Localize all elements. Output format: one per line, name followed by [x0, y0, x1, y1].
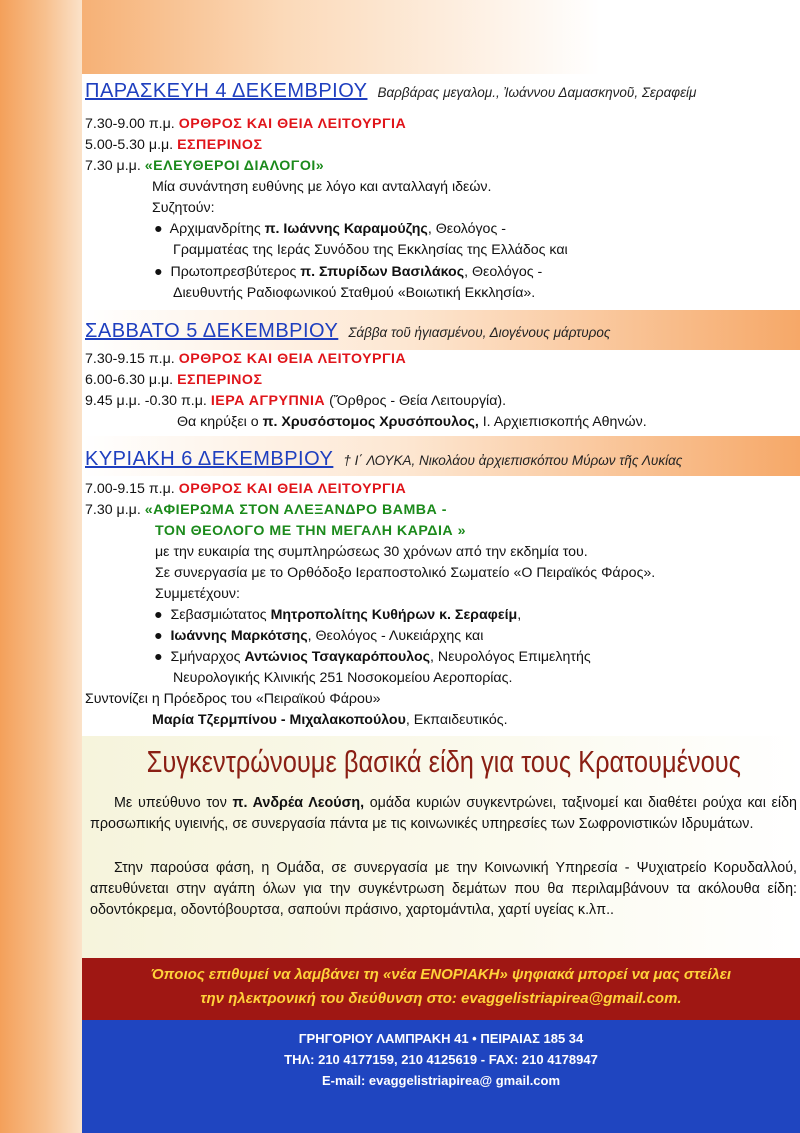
sunday-saints: † Ι΄ ΛΟΥΚΑ, Νικολάου ἀρχιεπισκόπου Μύρων τῆς Λυκίας: [343, 453, 683, 468]
time: 7.00-9.15 π.μ.: [85, 481, 175, 497]
speaker-role: , Θεολόγος -: [427, 221, 506, 237]
contact-phones: ΤΗΛ: 210 4177159, 210 4125619 - FAX: 210 4178947: [284, 1052, 598, 1067]
participant-name: Ιωάννης Μαρκότσης: [170, 628, 308, 644]
notice-line-1: Όποιος επιθυμεί να λαμβάνει τη «νέα ΕΝΟΡΙΑΚΗ» ψηφιακά μπορεί να μας στείλει: [150, 966, 732, 983]
saturday-header: [85, 320, 610, 343]
saturday-title: ΣΑΒΒΑΤΟ 5 ΔΕΚΕΜΒΡΙΟΥ: [85, 320, 339, 342]
sunday-participant-3: ● Σμήναρχος Αντώνιος Τσαγκαρόπουλος, Νευρολόγος Επιμελητής: [154, 649, 591, 665]
saturday-preacher: [177, 413, 647, 431]
event-name: «ΑΦΙΕΡΩΜΑ ΣΤΟΝ ΑΛΕΞΑΝΔΡΟ ΒΑΜΒΑ -: [144, 502, 447, 518]
speaker-title: Πρωτοπρεσβύτερος: [170, 264, 301, 280]
sunday-participant-2: ● Ιωάννης Μαρκότσης, Θεολόγος - Λυκειάρχης και: [154, 628, 484, 644]
time: 5.00-5.30 μ.μ.: [85, 137, 174, 153]
event-name: ΙΕΡΑ ΑΓΡΥΠΝΙΑ: [210, 393, 326, 409]
sunday-line-3: [155, 522, 466, 540]
time: 7.30-9.15 π.μ.: [85, 351, 175, 367]
saturday-line-2: [85, 371, 262, 389]
time: 7.30 μ.μ.: [85, 158, 141, 174]
friday-speaker-1-role: Γραμματέας της Ιεράς Συνόδου της Εκκλησίας της Ελλάδος και: [173, 242, 568, 258]
participant-name: Μητροπολίτης Κυθήρων κ. Σεραφείμ: [270, 607, 518, 623]
punctuation: ,: [517, 607, 522, 623]
event-name: ΟΡΘΡΟΣ ΚΑΙ ΘΕΙΑ ΛΕΙΤΟΥΡΓΙΑ: [178, 481, 407, 497]
friday-speaker-2-role: Διευθυντής Ραδιοφωνικού Σταθμού «Βοιωτική Εκκλησία».: [173, 285, 536, 301]
para-text: Με υπεύθυνο τον: [114, 795, 233, 811]
top-gradient-band: [0, 0, 800, 74]
friday-line-2: [85, 136, 262, 154]
appeal-paragraph-1: [90, 793, 797, 835]
event-name: ΕΣΠΕΡΙΝΟΣ: [177, 372, 263, 388]
time: 9.45 μ.μ. -0.30 π.μ.: [85, 393, 207, 409]
participant-role: , Νευρολόγος Επιμελητής: [430, 649, 591, 665]
prisoner-appeal-section: [82, 736, 800, 958]
preacher-affiliation: Ι. Αρχιεπισκοπής Αθηνών.: [478, 414, 647, 430]
sunday-header: [85, 448, 682, 471]
sunday-participants-label: Συμμετέχουν:: [155, 586, 240, 602]
event-name: ΟΡΘΡΟΣ ΚΑΙ ΘΕΙΑ ΛΕΙΤΟΥΡΓΙΑ: [178, 116, 407, 132]
coordinator-name: Μαρία Τζερμπίνου - Μιχαλακοπούλου: [152, 712, 406, 728]
friday-speaker-2: ● Πρωτοπρεσβύτερος π. Σπυρίδων Βασιλάκος, Θεολόγος -: [154, 264, 543, 280]
notice-line-2[interactable]: την ηλεκτρονική του διεύθυνση στο: evaggelistriapirea@gmail.com.: [200, 990, 682, 1007]
sunday-coordinator: [152, 711, 508, 729]
event-detail: (Ὄρθρος - Θεία Λειτουργία).: [325, 393, 507, 409]
participant-title: Σμήναρχος: [170, 649, 245, 665]
speaker-title: Αρχιμανδρίτης: [169, 221, 265, 237]
friday-line-3: [85, 157, 324, 175]
contact-address: ΓΡΗΓΟΡΙΟΥ ΛΑΜΠΡΑΚΗ 41 • ΠΕΙΡΑΙΑΣ 185 34: [298, 1031, 584, 1046]
preacher-label: Θα κηρύξει ο: [177, 414, 263, 430]
time: 6.00-6.30 μ.μ.: [85, 372, 174, 388]
sunday-occasion: με την ευκαιρία της συμπληρώσεως 30 χρόνων από την εκδημία του.: [155, 544, 588, 560]
event-name: ΤΟΝ ΘΕΟΛΟΓΟ ΜΕ ΤΗΝ ΜΕΓΑΛΗ ΚΑΡΔΙΑ »: [155, 523, 467, 539]
participant-title: Σεβασμιώτατος: [170, 607, 271, 623]
saturday-line-3: [85, 392, 506, 410]
coordinator-role: , Εκπαιδευτικός.: [405, 712, 508, 728]
friday-title: ΠΑΡΑΣΚΕΥΗ 4 ΔΕΚΕΜΒΡΙΟΥ: [85, 80, 368, 102]
contact-footer: [82, 1020, 800, 1133]
sunday-title: ΚΥΡΙΑΚΗ 6 ΔΕΚΕΜΒΡΙΟΥ: [85, 448, 334, 470]
para-text: ομάδα κυριών συγκεντρώνει, ταξινομεί και διαθέτει ρούχα και είδη προσωπικής υγιεινής, σε συνεργασία πάντα με τις κοινωνικές υπηρεσίες των Σωφρονιστικών Ιδρυμάτων.: [90, 795, 797, 832]
event-name: «ΕΛΕΥΘΕΡΟΙ ΔΙΑΛΟΓΟΙ»: [144, 158, 325, 174]
event-name: ΕΣΠΕΡΙΝΟΣ: [177, 137, 263, 153]
appeal-title: Συγκεντρώνουμε βασικά είδη για τους Κρατουμένους: [146, 744, 741, 779]
contact-email[interactable]: E-mail: evaggelistriapirea@ gmail.com: [321, 1073, 561, 1088]
speaker-name: π. Ιωάννης Καραμούζης: [264, 221, 428, 237]
appeal-paragraph-2: Στην παρούσα φάση, η Ομάδα, σε συνεργασία με την Κοινωνική Υπηρεσία - Ψυχιατρείο Κορυδαλλού, απευθύνεται στην αγάπη όλων για την συγκέντρωση δεμάτων που θα περιλαμβάνουν τα ακόλουθα είδη: οδοντόκρεμα, οδοντόβουρτσα, σαπούνι πράσινο, χαρτομάντιλα, χαρτί υγείας κ.λπ..: [90, 860, 797, 918]
friday-line-1: [85, 115, 406, 133]
time: 7.30 μ.μ.: [85, 502, 141, 518]
saturday-saints: Σάββα τοῦ ἡγιασμένου, Διογένους μάρτυρος: [348, 325, 611, 340]
friday-header: [85, 80, 696, 103]
sunday-line-2: [85, 501, 447, 519]
sunday-coordinator-label: Συντονίζει η Πρόεδρος του «Πειραϊκού Φάρου»: [85, 691, 381, 707]
friday-speaker-1: ● Αρχιμανδρίτης π. Ιωάννης Καραμούζης, Θεολόγος -: [154, 221, 506, 237]
sunday-participant-3-role: Νευρολογικής Κλινικής 251 Νοσοκομείου Αεροπορίας.: [173, 670, 513, 686]
sunday-collaboration: Σε συνεργασία με το Ορθόδοξο Ιεραποστολικό Σωματείο «Ο Πειραϊκός Φάρος».: [155, 565, 656, 581]
saturday-line-1: [85, 350, 406, 368]
time: 7.30-9.00 π.μ.: [85, 116, 175, 132]
speaker-role: , Θεολόγος -: [464, 264, 543, 280]
responsible-priest: π. Ανδρέα Λεούση,: [232, 795, 365, 811]
speaker-name: π. Σπυρίδων Βασιλάκος: [300, 264, 465, 280]
left-gradient-strip: [0, 0, 82, 1133]
event-name: ΟΡΘΡΟΣ ΚΑΙ ΘΕΙΑ ΛΕΙΤΟΥΡΓΙΑ: [178, 351, 407, 367]
friday-description: Μία συνάντηση ευθύνης με λόγο και ανταλλαγή ιδεών.: [152, 179, 492, 195]
sunday-participant-1: ● Σεβασμιώτατος Μητροπολίτης Κυθήρων κ. Σεραφείμ,: [154, 607, 522, 623]
sunday-line-1: [85, 480, 406, 498]
participant-role: , Θεολόγος - Λυκειάρχης και: [307, 628, 484, 644]
digital-newsletter-notice: [82, 958, 800, 1020]
preacher-name: π. Χρυσόστομος Χρυσόπουλος,: [262, 414, 479, 430]
friday-speakers-label: Συζητούν:: [152, 200, 215, 216]
friday-saints: Βαρβάρας μεγαλομ., Ἰωάννου Δαμασκηνοῦ, Σεραφείμ: [377, 85, 697, 100]
participant-name: Αντώνιος Τσαγκαρόπουλος: [244, 649, 431, 665]
